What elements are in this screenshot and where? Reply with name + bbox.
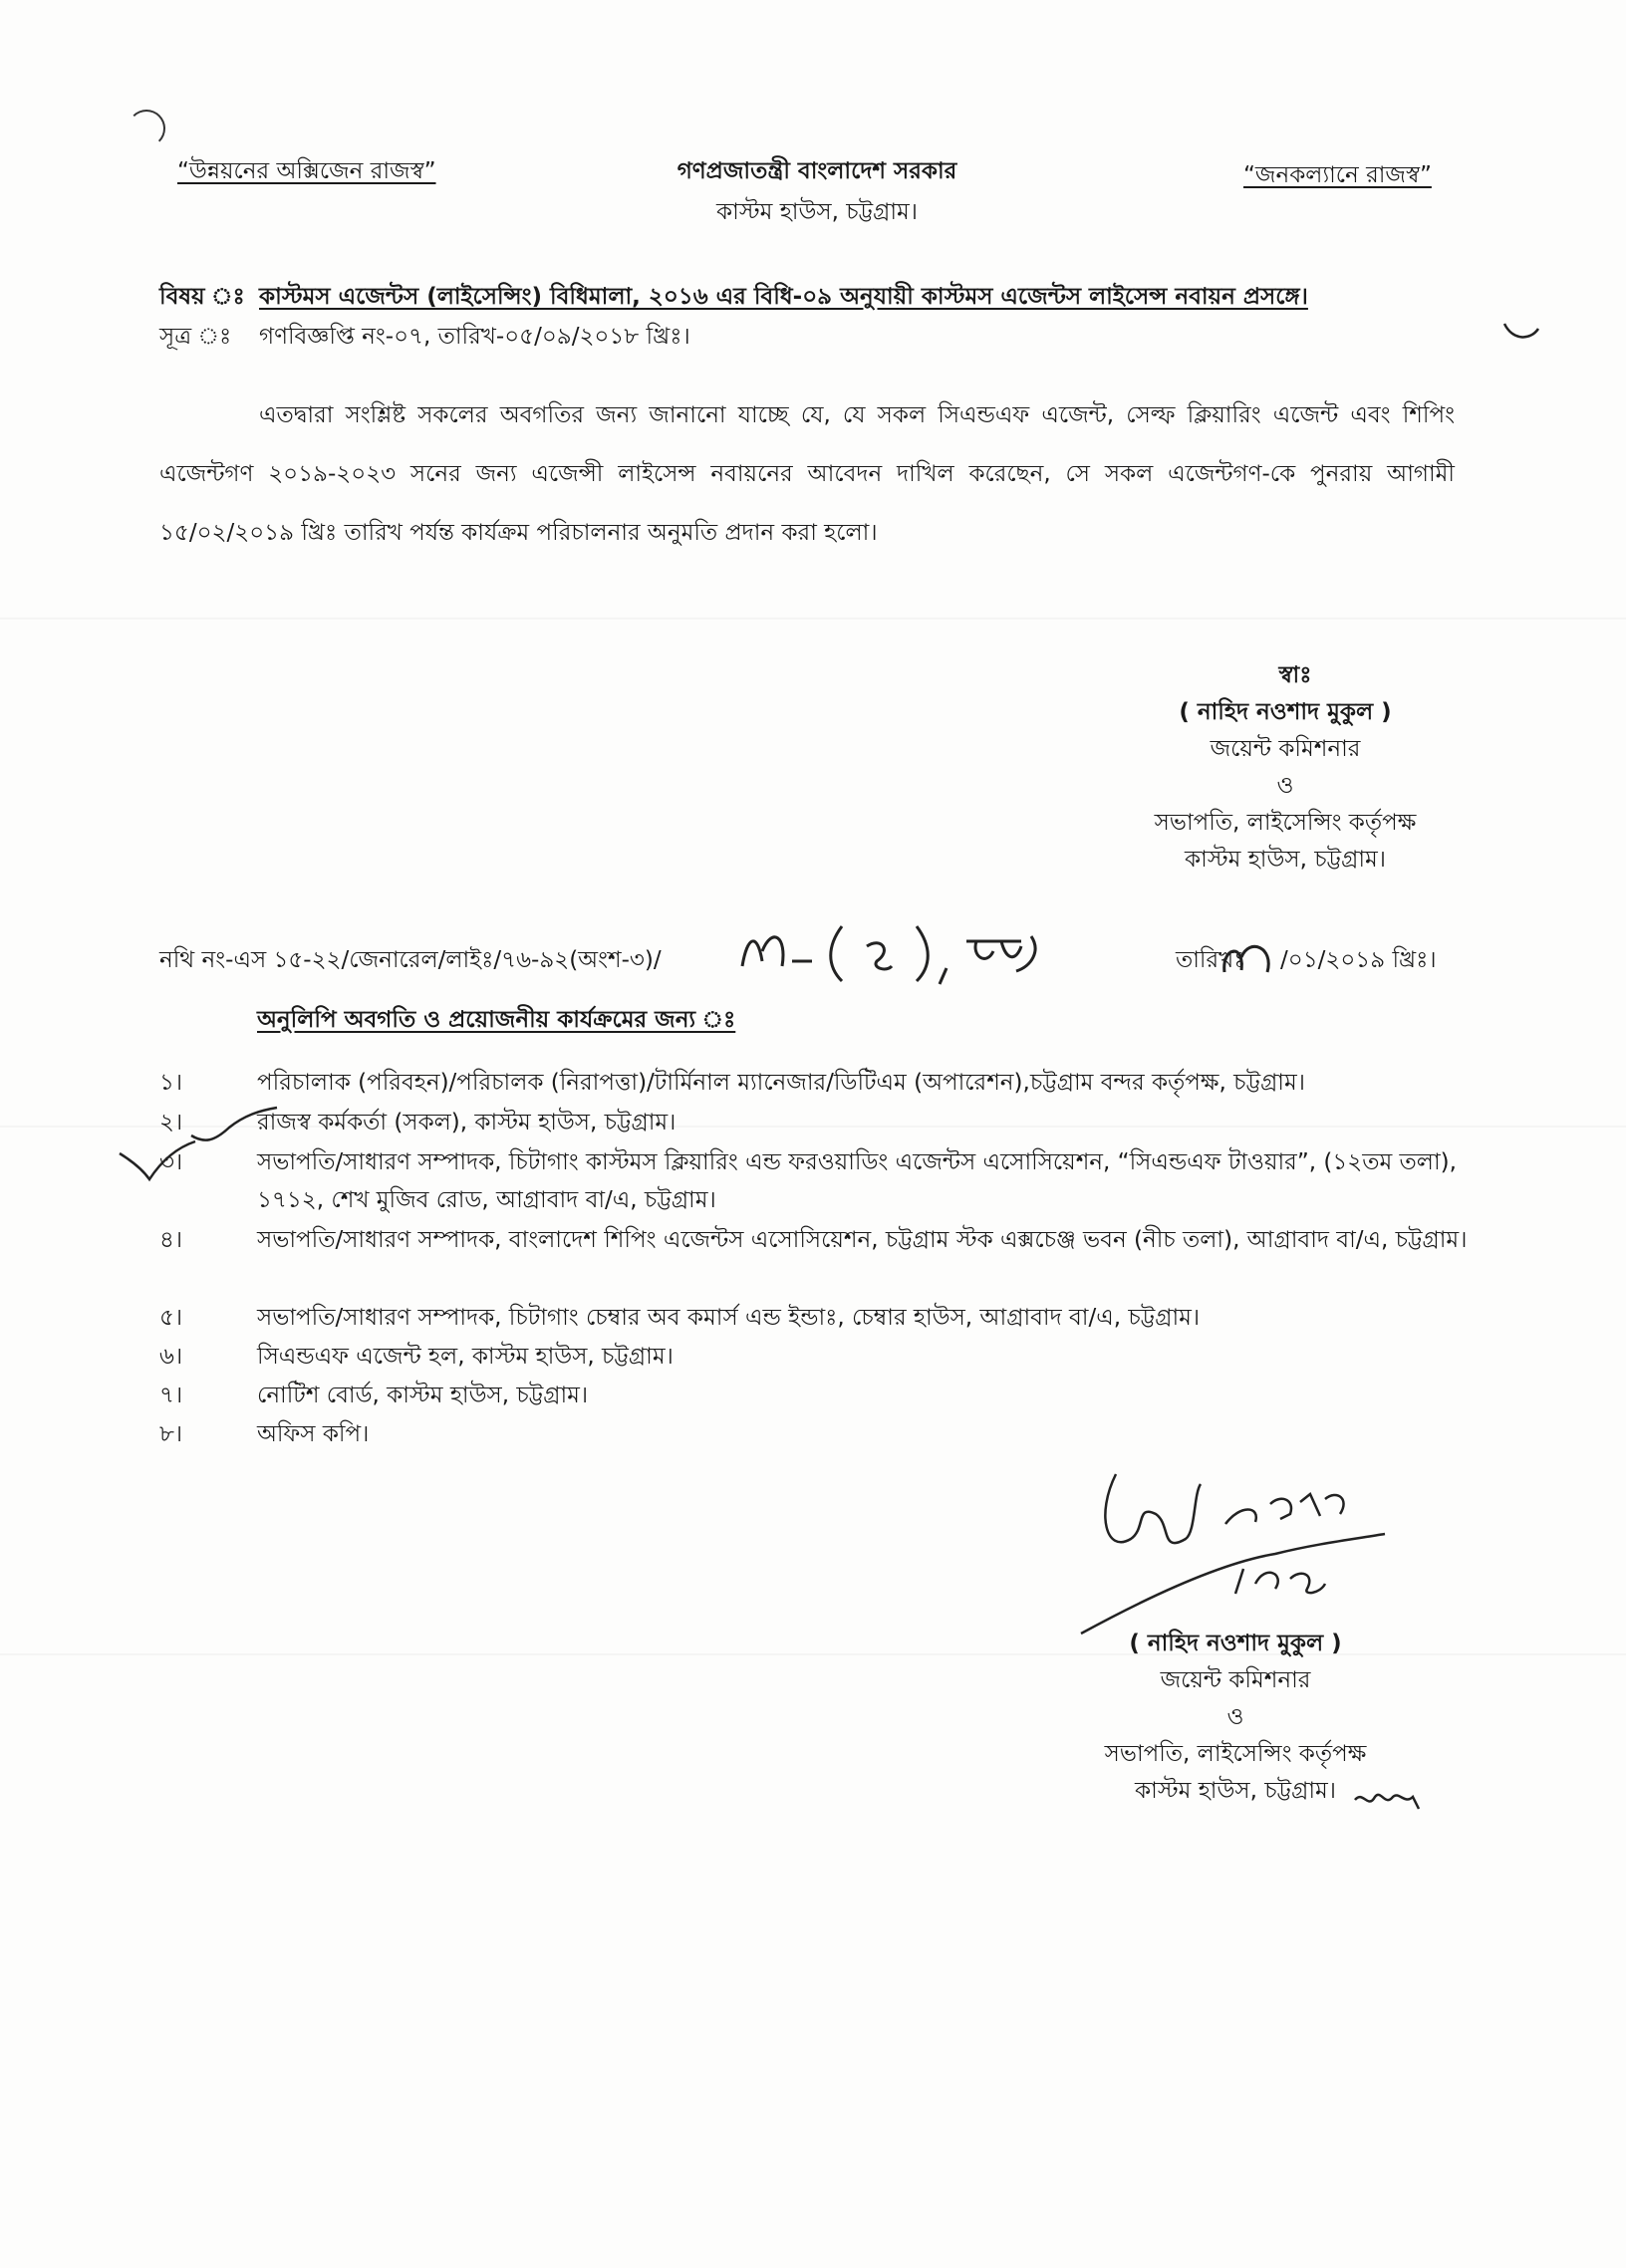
list-item-number: ৪।: [159, 1227, 183, 1253]
office-title: কাস্টম হাউস, চট্টগ্রাম।: [715, 199, 918, 225]
signatory-name: ( নাহিদ নওশাদ মুকুল ): [1129, 1631, 1342, 1656]
handwritten-memo-number: [732, 906, 1131, 986]
signature-block-1: [1086, 657, 1485, 879]
signatory-role: সভাপতি, লাইসেন্সিং কর্তৃপক্ষ: [1104, 1741, 1367, 1767]
list-item-number: ৮।: [159, 1421, 183, 1447]
list-item-text: নোটিশ বোর্ড, কাস্টম হাউস, চট্টগ্রাম।: [257, 1383, 589, 1408]
list-item-text: সভাপতি/সাধারণ সম্পাদক, বাংলাদেশ শিপিং এজেন্টস এসোসিয়েশন, চট্টগ্রাম স্টক এক্সচেঞ্জ ভবন (নীচ তলা), আগ্রাবাদ বা/এ, চট্টগ্রাম।: [257, 1227, 1468, 1253]
list-item-number: ২।: [159, 1110, 183, 1135]
signatory-office: কাস্টম হাউস, চট্টগ্রাম।: [1134, 1778, 1336, 1804]
list-item-text: সিএন্ডএফ এজেন্ট হল, কাস্টম হাউস, চট্টগ্রাম।: [257, 1344, 674, 1370]
handwritten-signature: [1076, 1444, 1395, 1643]
reference-label: সূত্র ঃ: [159, 324, 232, 350]
signatory-role: সভাপতি, লাইসেন্সিং কর্তৃপক্ষ: [1154, 810, 1417, 836]
list-item-text: অফিস কপি।: [257, 1421, 370, 1447]
list-item-text: সভাপতি/সাধারণ সম্পাদক, চিটাগাং চেম্বার অব কমার্স এন্ড ইন্ডাঃ, চেম্বার হাউস, আগ্রাবাদ বা/এ, চট্টগ্রাম।: [257, 1305, 1201, 1331]
subject-text: কাস্টমস এজেন্টস (লাইসেন্সিং) বিধিমালা, ২০১৬ এর বিধি-০৯ অনুযায়ী কাস্টমস এজেন্টস লাইসেন্স নবায়ন প্রসঙ্গে।: [259, 284, 1308, 310]
signatory-name: ( নাহিদ নওশাদ মুকুল ): [1179, 699, 1392, 725]
list-item-text: রাজস্ব কর্মকর্তা (সকল), কাস্টম হাউস, চট্টগ্রাম।: [257, 1110, 677, 1135]
motto-right: “জনকল্যানে রাজস্ব”: [1243, 162, 1432, 188]
list-item-text: সভাপতি/সাধারণ সম্পাদক, চিটাগাং কাস্টমস ক্লিয়ারিং এন্ড ফরওয়াডিং এজেন্টস এসোসিয়েশন, “সিএন্ডএফ টাওয়ার”, (১২তম তলা), ১৭১২, শেখ মুজিব রোড, আগ্রাবাদ বা/এ, চট্টগ্রাম।: [257, 1149, 1457, 1213]
signature-block-2: [1036, 1626, 1435, 1810]
list-item-number: ৭।: [159, 1383, 183, 1408]
date-rest: /০১/২০১৯ খ্রিঃ।: [1280, 947, 1437, 973]
subject-label: বিষয় ঃ: [159, 284, 245, 310]
list-item-number: ১।: [159, 1070, 183, 1096]
paper-crease: [0, 618, 1626, 620]
list-item-number: ৩।: [159, 1149, 183, 1175]
signatory-and: ও: [1226, 1704, 1244, 1730]
list-item-number: ৬।: [159, 1344, 183, 1370]
punch-hole-mark: [128, 110, 165, 147]
signatory-and: ও: [1276, 773, 1294, 799]
signatory-office: কাস্টম হাউস, চট্টগ্রাম।: [1184, 847, 1386, 873]
handwritten-initial: [1353, 1785, 1423, 1815]
tick-mark-icon: [118, 1139, 197, 1184]
body-paragraph: এতদ্বারা সংশ্লিষ্ট সকলের অবগতির জন্য জানানো যাচ্ছে যে, যে সকল সিএন্ডএফ এজেন্ট, সেল্ফ ক্লিয়ারিং এজেন্ট এবং শিপিং এজেন্টগণ ২০১৯-২০২৩ সনের জন্য এজেন্সী লাইসেন্স নবায়নের আবেদন দাখিল করেছেন, সে সকল এজেন্টগণ-কে পুনরায় আগামী ১৫/০২/২০১৯ খ্রিঃ তারিখ পর্যন্ত কার্যক্রম পরিচালনার অনুমতি প্রদান করা হলো।: [159, 402, 1455, 546]
reference-text: গণবিজ্ঞপ্তি নং-০৭, তারিখ-০৫/০৯/২০১৮ খ্রিঃ।: [259, 324, 690, 350]
government-title: গণপ্রজাতন্ত্রী বাংলাদেশ সরকার: [677, 158, 957, 184]
handwritten-date-day: [1220, 932, 1279, 982]
motto-left: “উন্নয়নের অক্সিজেন রাজস্ব”: [177, 158, 436, 184]
list-item-text: পরিচালাক (পরিবহন)/পরিচালক (নিরাপত্তা)/টার্মিনাল ম্যানেজার/ডিটিএম (অপারেশন),চট্টগ্রাম বন্দর কর্তৃপক্ষ, চট্টগ্রাম।: [257, 1070, 1305, 1096]
list-item-number: ৫।: [159, 1305, 183, 1331]
signature-mark: স্বাঃ: [1278, 662, 1312, 688]
copies-heading: অনুলিপি অবগতি ও প্রয়োজনীয় কার্যক্রমের জন্য ঃ: [257, 1007, 736, 1033]
margin-ink-mark: [1502, 319, 1542, 349]
date-label: তারিখঃ: [1176, 947, 1246, 973]
file-number: নথি নং-এস ১৫-২২/জেনারেল/লাইঃ/৭৬-৯২(অংশ-৩)/: [159, 947, 662, 973]
signatory-designation: জয়েন্ট কমিশনার: [1210, 736, 1361, 762]
signatory-designation: জয়েন্ট কমিশনার: [1160, 1667, 1311, 1693]
tick-mark-icon: [189, 1106, 279, 1145]
